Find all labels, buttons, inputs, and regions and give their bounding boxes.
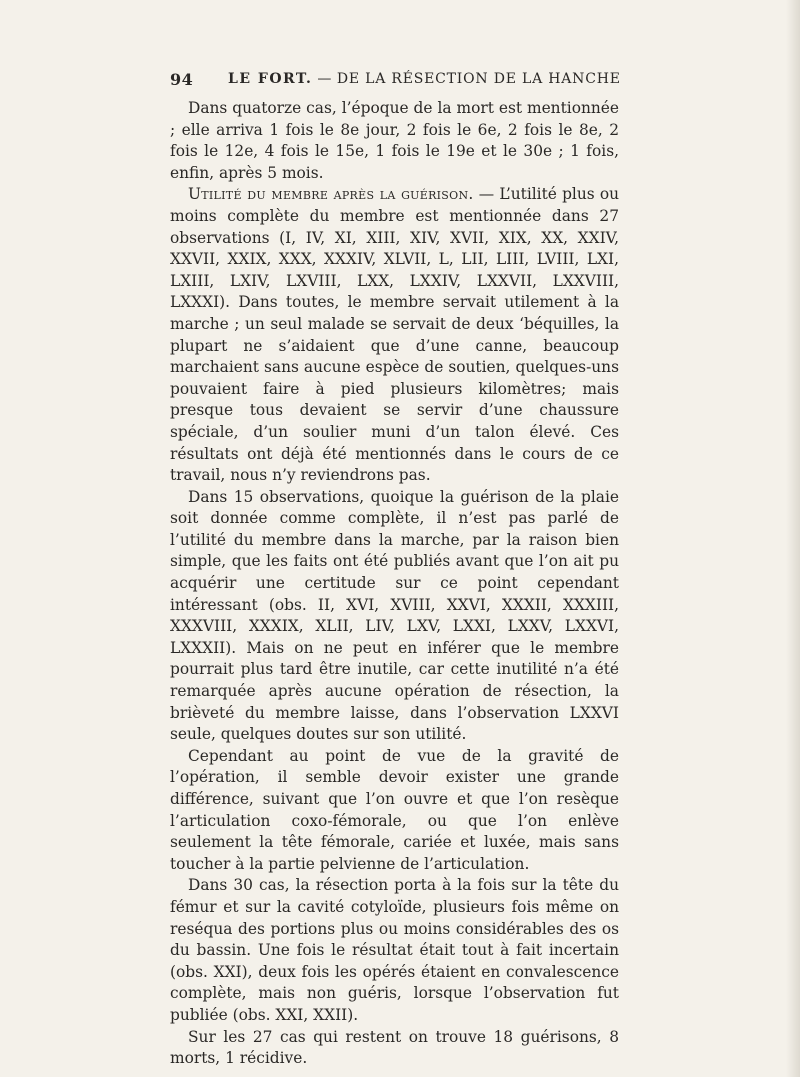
paragraph-text: Dans 30 cas, la résection porta à la fois sur la tête du fémur et sur la cavité cotyloïde, plusieurs fois même on reséqua des portions plus ou moins considérables des os du bassin. Une fois le résultat était tout à fait incertain (obs. XXI), deux fois les opérés étaient en convalescence complète, mais non guéris, lorsque l’observation fut publiée (obs. XXI, XXII). (170, 876, 619, 1024)
paragraph-operation-gravity (170, 746, 619, 876)
author-name: LE FORT. (228, 71, 313, 87)
paragraph-text: Sur les 27 cas qui restent on trouve 18 guérisons, 8 morts, 1 récidive. (170, 1027, 619, 1068)
paragraph-death-timing (170, 98, 619, 184)
page-edge-shadow (786, 0, 800, 1077)
head-separator: — (312, 71, 337, 87)
running-head (170, 70, 630, 94)
paragraph-text: Dans quatorze cas, l’époque de la mort est mentionnée ; elle arriva 1 fois le 8e jour, 2 fois le 6e, 2 fois le 8e, 2 fois le 12e, 4 fois le 15e, 1 fois le 19e et le 30e ; 1 fois, enfin, après 5 mois. (170, 99, 619, 182)
paragraph-text: — L’utilité plus ou moins complète du membre est mentionnée dans 27 observations (I, IV, XI, XIII, XIV, XVII, XIX, XX, XXIV, XXVII, XXIX, XXX, XXXIV, XLVII, L, LII, LIII, LVIII, LXI, LXIII, LXIV, LXVIII, LXX, LXXIV, LXXVII, LXXVIII, LXXXI). Dans toutes, le membre servait utilement à la marche ; un seul malade se servait de deux ‘béquilles, la plupart ne s’aidaient que d’une canne, beaucoup marchaient sans aucune espèce de soutien, quelques-uns pouvaient faire à pied plusieurs kilomètres; mais presque tous devaient se servir d’une chaussure spéciale, d’un soulier muni d’un talon élevé. Ces résultats ont déjà été mentionnés dans le cours de ce travail, nous n’y reviendrons pas. (170, 185, 619, 485)
paragraph-text: Dans 15 observations, quoique la guérison de la plaie soit donnée comme complète, il n’est pas parlé de l’utilité du membre dans la marche, par la raison bien simple, que les faits ont été publiés avant que l’on ait pu acquérir une certitude sur ce point cependant intéressant (obs. II, XVI, XVIII, XXVI, XXXII, XXXIII, XXXVIII, XXXIX, XLII, LIV, LXV, LXXI, LXXV, LXXVI, LXXXII). Mais on ne peut en inférer que le membre pourrait plus tard être inutile, car cette inutilité n’a été remarquée après aucune opération de résection, la brièveté du membre laisse, dans l’observation LXXVI seule, quelques doutes sur son utilité. (170, 487, 619, 744)
section-heading: Utilité du membre après la guérison. (188, 185, 474, 204)
paragraph-text: Cependant au point de vue de la gravité de l’opération, il semble devoir exister une grande différence, suivant que l’on ouvre et que l’on resèque l’articulation coxo-fémorale, ou que l’on enlève seulement la tête fémorale, cariée et luxée, mais sans toucher à la partie pelvienne de l’articulation. (170, 746, 619, 873)
running-title (228, 71, 621, 87)
body-text (170, 98, 619, 1070)
page-number: 94 (170, 70, 194, 89)
paragraph-remaining-cases (170, 1027, 619, 1070)
paragraph-fifteen-observations (170, 487, 619, 746)
paragraph-thirty-cases (170, 875, 619, 1026)
paragraph-limb-utility (170, 184, 619, 486)
chapter-title: DE LA RÉSECTION DE LA HANCHE (336, 71, 621, 87)
